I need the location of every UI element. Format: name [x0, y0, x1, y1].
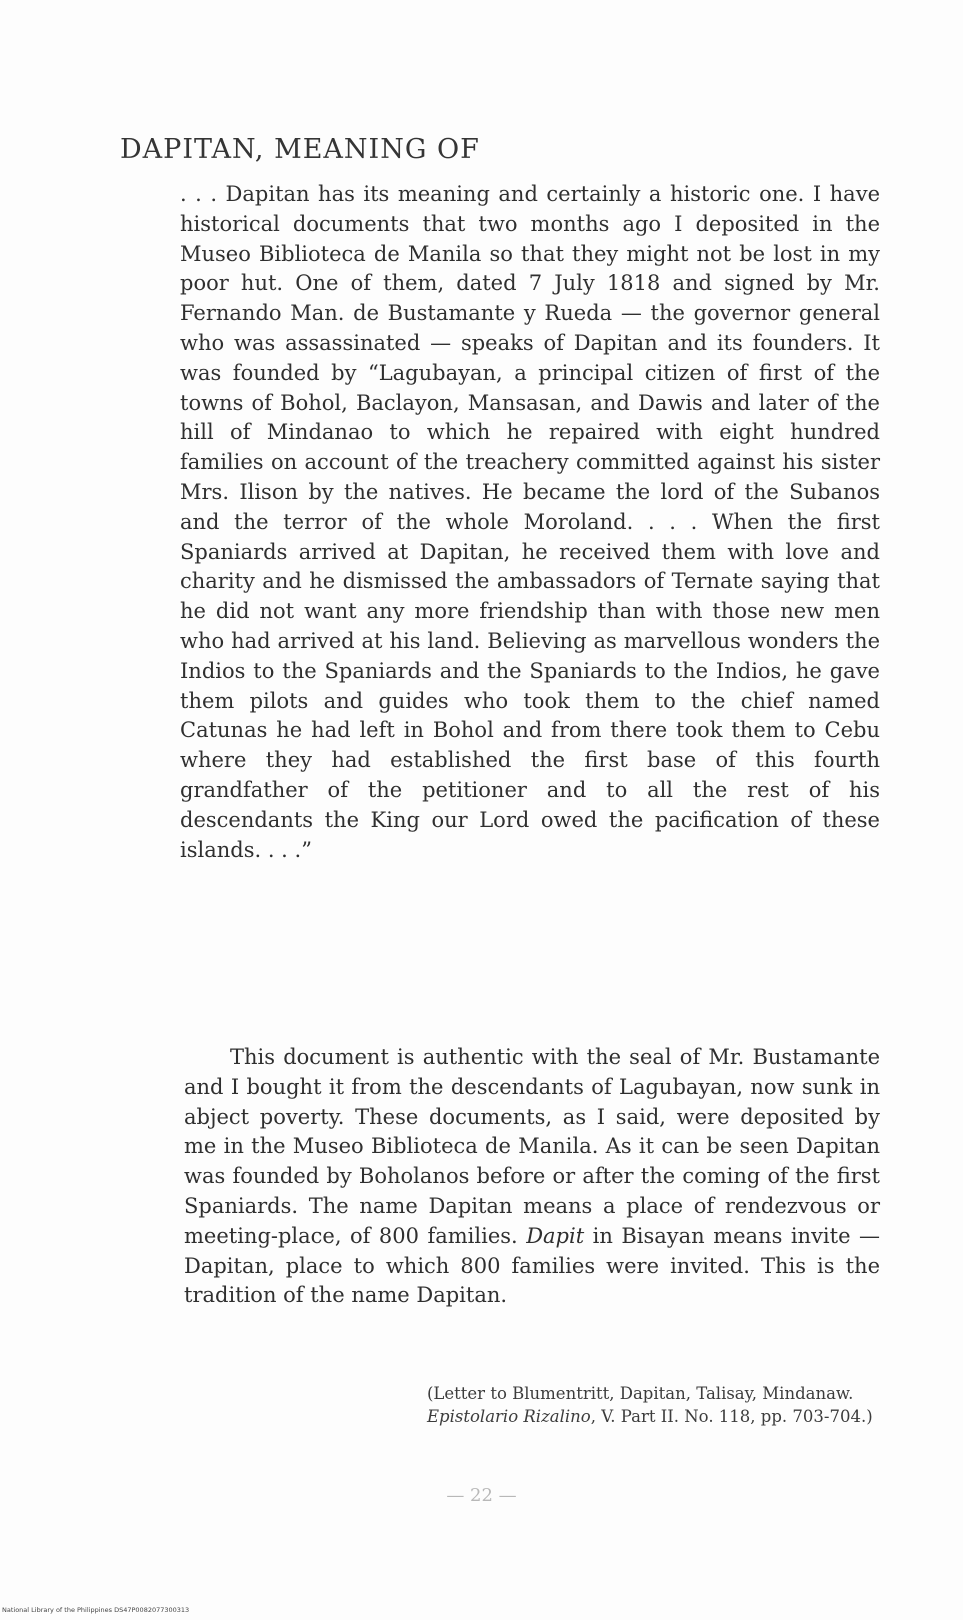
commentary-paragraph — [184, 1043, 880, 1311]
citation-title: Epistolario Rizalino — [427, 1407, 591, 1426]
page-title: DAPITAN, MEANING OF — [120, 134, 480, 165]
commentary-text-1: This document is authentic with the seal of Mr. Bustamante and I bought it from the descendants of Lagubayan, now sunk in abject poverty. These documents, as I said, were deposited by me in the Museo Biblioteca de Manila. As it can be seen Dapitan was founded by Boholanos before or after the coming of the first Spaniards. The name Dapitan means a place of rendezvous or meeting-place, of 800 families. — [184, 1045, 880, 1248]
citation-text-2: , V. Part II. No. 118, pp. 703-704.) — [590, 1407, 873, 1426]
quoted-letter-paragraph: . . . Dapitan has its meaning and certainly a historic one. I have historical documents that two months ago I deposited in the Museo Biblioteca de Manila so that they might not be lost in my poor hut. One of them, dated 7 July 1818 and signed by Mr. Fernando Man. de Bustamante y Rueda — the governor general who was assassinated — speaks of Dapitan and its founders. It was founded by “Lagubayan, a principal citizen of first of the towns of Bohol, Baclayon, Mansasan, and Dawis and later of the hill of Mindanao to which he repaired with eight hundred families on account of the treachery committed against his sister Mrs. Ilison by the natives. He became the lord of the Subanos and the terror of the whole Moroland. . . . When the first Spaniards arrived at Dapitan, he received them with love and charity and he dismissed the ambassadors of Ternate saying that he did not want any more friendship than with those new men who had arrived at his land. Believing as marvellous wonders the Indios to the Spaniards and the Spaniards to the Indios, he gave them pilots and guides who took them to the chief named Catunas he had left in Bohol and from there took them to Cebu where they had established the first base of this fourth grandfather of the petitioner and to all the rest of his descendants the King our Lord owed the pacification of these islands. . . .” — [180, 182, 880, 862]
citation — [427, 1382, 882, 1428]
page-number: — 22 — — [446, 1485, 517, 1506]
citation-text-1: (Letter to Blumentritt, Dapitan, Talisay, Mindanaw. — [427, 1384, 854, 1403]
commentary-italic-word: Dapit — [526, 1223, 585, 1248]
scan-footer-note: National Library of the Philippines DS47P0082077300313 — [2, 1606, 190, 1614]
commentary-text-2: in Bisayan means invite — Dapitan, place to which 800 families were invited. This is the tradition of the name Dapitan. — [184, 1223, 880, 1308]
